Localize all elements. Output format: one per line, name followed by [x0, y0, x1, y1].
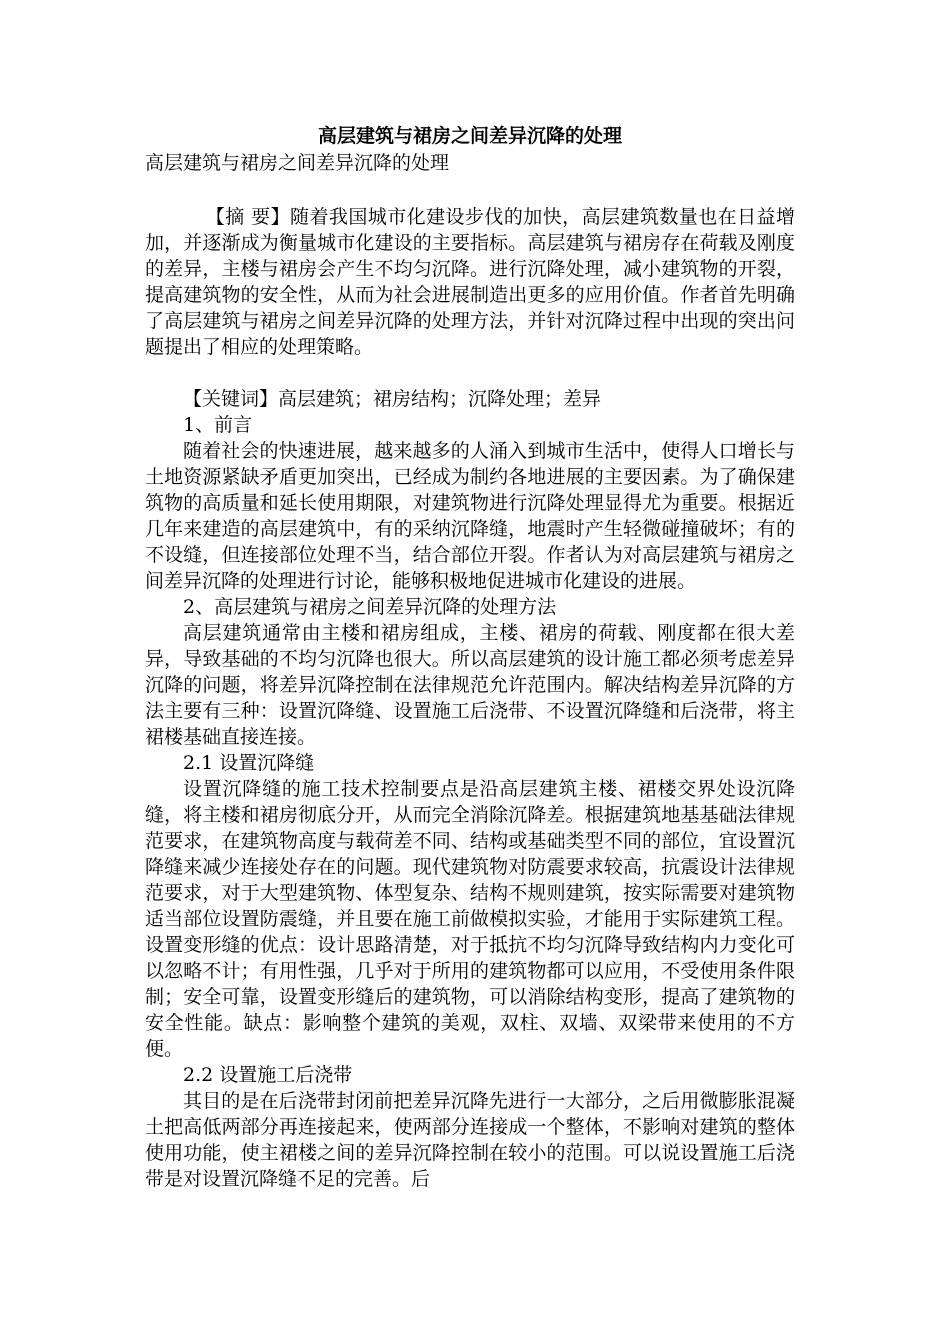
- section-2-2-paragraph: 其目的是在后浇带封闭前把差异沉降先进行一大部分，之后用微膨胀混凝土把高低两部分再连接起来，使两部分连接成一个整体，不影响对建筑的整体使用功能，使主裙楼之间的差异沉降控制在较小的范围。可以说设置施工后浇带是对设置沉降缝不足的完善。后: [145, 1090, 795, 1190]
- section-1-paragraph: 随着社会的快速进展，越来越多的人涌入到城市生活中，使得人口增长与土地资源紧缺矛盾更加突出，已经成为制约各地进展的主要因素。为了确保建筑物的高质量和延长使用期限，对建筑物进行沉降处理显得尤为重要。根据近几年来建造的高层建筑中，有的采纳沉降缝，地震时产生轻微碰撞破坏；有的不设缝，但连接部位处理不当，结合部位开裂。作者认为对高层建筑与裙房之间差异沉降的处理进行讨论，能够积极地促进城市化建设的进展。: [145, 440, 795, 592]
- abstract-paragraph: 【摘 要】随着我国城市化建设步伐的加快，高层建筑数量也在日益增加，并逐渐成为衡量城市化建设的主要指标。高层建筑与裙房存在荷载及刚度的差异，主楼与裙房会产生不均匀沉降。进行沉降处理，减小建筑物的开裂，提高建筑物的安全性，从而为社会进展制造出更多的应用价值。作者首先明确了高层建筑与裙房之间差异沉降的处理方法，并针对沉降过程中出现的突出问题提出了相应的处理策略。: [145, 206, 795, 358]
- section-2-paragraph: 高层建筑通常由主楼和裙房组成，主楼、裙房的荷载、刚度都在很大差异，导致基础的不均匀沉降也很大。所以高层建筑的设计施工都必须考虑差异沉降的问题，将差异沉降控制在法律规范允许范围内。解决结构差异沉降的方法主要有三种：设置沉降缝、设置施工后浇带、不设置沉降缝和后浇带，将主裙楼基础直接连接。: [145, 622, 795, 748]
- keywords-line: 【关键词】高层建筑；裙房结构；沉降处理；差异: [183, 388, 602, 410]
- section-heading-2-1: 2.1 设置沉降缝: [183, 752, 315, 774]
- section-2-1-paragraph: 设置沉降缝的施工技术控制要点是沿高层建筑主楼、裙楼交界处设沉降缝，将主楼和裙房彻底分开，从而完全消除沉降差。根据建筑地基基础法律规范要求，在建筑物高度与载荷差不同、结构或基础类型不同的部位，宜设置沉降缝来减少连接处存在的问题。现代建筑物对防震要求较高，抗震设计法律规范要求，对于大型建筑物、体型复杂、结构不规则建筑，按实际需要对建筑物适当部位设置防震缝，并且要在施工前做模拟实验，才能用于实际建筑工程。设置变形缝的优点：设计思路清楚，对于抵抗不均匀沉降导致结构内力变化可以忽略不计；有用性强，几乎对于所用的建筑物都可以应用，不受使用条件限制；安全可靠，设置变形缝后的建筑物，可以消除结构变形，提高了建筑物的安全性能。缺点：影响整个建筑的美观，双柱、双墙、双梁带来使用的不方便。: [145, 778, 795, 1060]
- section-heading-1: 1、前言: [183, 414, 253, 436]
- document-subtitle: 高层建筑与裙房之间差异沉降的处理: [145, 152, 450, 174]
- document-body: [145, 122, 795, 1192]
- section-heading-2-2: 2.2 设置施工后浇带: [183, 1064, 353, 1086]
- document-title: 高层建筑与裙房之间差异沉降的处理: [317, 125, 622, 147]
- section-heading-2: 2、高层建筑与裙房之间差异沉降的处理方法: [183, 596, 557, 618]
